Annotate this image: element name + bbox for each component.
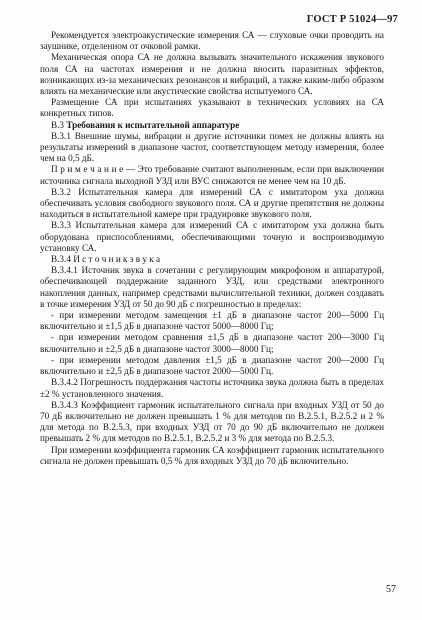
paragraph: Рекомендуется электроакустические измерения СА — слуховые очки проводить на заушнике, отделенном от очковой рамки. bbox=[40, 30, 384, 52]
page-number: 57 bbox=[386, 584, 396, 595]
note: П р и м е ч а н и е — Это требование считают выполненным, если при выключении источника сигнала выходной УЗД или ВУС снижаются не менее чем на 10 дБ. bbox=[40, 164, 384, 186]
paragraph: При измерении коэффициента гармоник СА коэффициент гармоник испытательного сигнала не должен превышать 0,5 % для входных УЗД до 70 дБ включительно. bbox=[40, 444, 384, 466]
section-heading bbox=[40, 120, 384, 131]
list-item: - при измерении методом замещения ±1 дБ в диапазоне частот 200—5000 Гц включительно и ±1,5 дБ в диапазоне частот 5000—8000 Гц; bbox=[40, 310, 384, 332]
paragraph: В.3.2 Испытательная камера для измерений СА с имитатором уха должна обеспечивать условия свободного звукового поля. СА и другие препятствия не должны находиться в испытательной камере при градуировке звукового поля. bbox=[40, 186, 384, 220]
subsection-heading: В.3.4 И с т о ч н и к з в у к а bbox=[51, 254, 161, 265]
list-item: - при измерении методом давления ±1,5 дБ в диапазоне частот 200—2000 Гц включительно и ±2,5 дБ в диапазоне частот 2000—5000 Гц. bbox=[40, 354, 384, 377]
paragraph: В.3.4.1 Источник звука в сочетании с регулирующим микрофоном и аппаратурой, обеспечивающей поддержание заданного УЗД, или средствами электронного накопления данных, например средствами вычислительной техники, должен создавать в точке измерения УЗД от 50 до 90 дБ с погрешностью в пределах: bbox=[40, 265, 384, 309]
paragraph: В.3.4.2 Погрешность поддержания частоты источника звука должна быть в пределах ±2 % установленного значения. bbox=[40, 377, 384, 399]
paragraph: В.3.4.3 Коэффициент гармоник испытательного сигнала при входных УЗД от 50 до 70 дБ включительно не должен превышать 1 % для методов по В.2.5.1, В.2.5.2 и 2 % для метода по В.2.5.3, при входных УЗД от 70 до 90 дБ включительно не должен превышать 2 % для методов по В.2.5.1, В.2.5.2 и 3 % для метода по В.2.5.3. bbox=[40, 399, 384, 444]
paragraph: В.3.1 Внешние шумы, вибрации и другие источники помех не должны влиять на результаты измерений в диапазоне частот, соответствующем методу измерения, более чем на 0,5 дБ. bbox=[40, 130, 384, 164]
body-text bbox=[40, 30, 384, 467]
paragraph: В.3.3 Испытательная камера для измерений СА с имитатором уха должна быть оборудована приспособлениями, обеспечивающими точную и воспроизводимую установку СА. bbox=[40, 220, 384, 253]
list-item: - при измерении методом сравнения ±1,5 дБ в диапазоне частот 200—3000 Гц включительно и ±2,5 дБ в диапазоне частот 3000—8000 Гц; bbox=[40, 332, 384, 354]
paragraph: Механическая опора СА не должна вызывать значительного искажения звукового поля СА на частотах измерения и не должна вносить паразитных эффектов, возникающих из-за механических резонансов и вибраций, а также каким-либо образом влиять на механические или акустические свойства испытуемого СА. bbox=[40, 52, 384, 97]
section-number: В.3 bbox=[51, 119, 65, 130]
section-title: Требования к испытательной аппаратуре bbox=[66, 119, 240, 130]
paragraph: Размещение СА при испытаниях указывают в технических условиях на СА конкретных типов. bbox=[40, 97, 384, 119]
document-id: ГОСТ Р 51024—97 bbox=[306, 14, 398, 25]
